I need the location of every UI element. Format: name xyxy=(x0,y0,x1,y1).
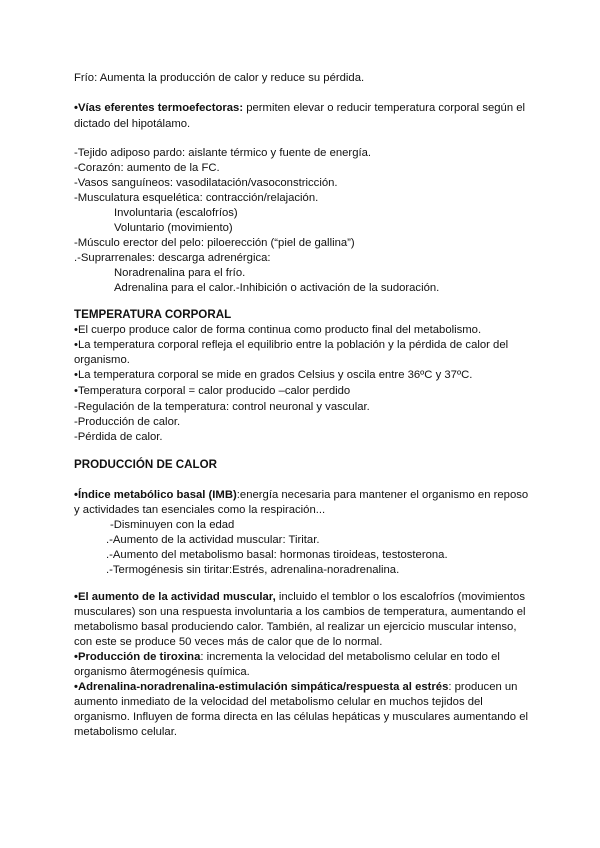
vias-eferentes-text: permiten elevar o reducir temperatura corporal según el xyxy=(243,102,526,114)
imb-item: .-Termogénesis sin tiritar:Estrés, adrenalina-noradrenalina. xyxy=(106,564,400,576)
efector-subitem: Adrenalina para el calor.-Inhibición o activación de la sudoración. xyxy=(114,282,440,294)
temperatura-line: organismo. xyxy=(74,354,130,366)
efector-item: -Vasos sanguíneos: vasodilatación/vasoconstricción. xyxy=(74,177,338,189)
imb-title: •Índice metabólico basal (IMB) xyxy=(74,489,237,501)
temperatura-line: •La temperatura corporal se mide en grados Celsius y oscila entre 36ºC y 37ºC. xyxy=(74,369,473,381)
temperatura-line: •La temperatura corporal refleja el equilibrio entre la población y la pérdida de calor del xyxy=(74,339,509,351)
imb-line-1 xyxy=(74,488,528,502)
vias-eferentes-title: •Vías eferentes termoefectoras: xyxy=(74,102,244,114)
efector-item: -Musculatura esquelética: contracción/relajación. xyxy=(74,192,319,204)
efector-subitem: Involuntaria (escalofríos) xyxy=(114,207,238,219)
adrenalina-title: •Adrenalina-noradrenalina-estimulación simpática/respuesta al estrés xyxy=(74,681,449,693)
adrenalina-line: aumento inmediato de la velocidad del metabolismo celular en muchos tejidos del xyxy=(74,696,483,708)
imb-text: :energía necesaria para mantener el organismo en reposo xyxy=(236,489,529,501)
temperatura-line: -Pérdida de calor. xyxy=(74,431,163,443)
temperatura-heading: TEMPERATURA CORPORAL xyxy=(74,308,232,321)
imb-item: .-Aumento del metabolismo basal: hormonas tiroideas, testosterona. xyxy=(106,549,448,561)
adrenalina-line: metabolismo celular. xyxy=(74,726,177,738)
efector-item: .-Suprarrenales: descarga adrenérgica: xyxy=(74,252,271,264)
adrenalina-line-1 xyxy=(74,680,517,694)
efector-subitem: Voluntario (movimiento) xyxy=(114,222,233,234)
muscular-line: musculares) son una respuesta involuntaria a los cambios de temperatura, aumentando el xyxy=(74,606,526,618)
tiroxina-title: •Producción de tiroxina xyxy=(74,651,201,663)
temperatura-line: -Regulación de la temperatura: control neuronal y vascular. xyxy=(74,401,370,413)
adrenalina-line: organismo. Influyen de forma directa en las células hepáticas y musculares aumentando el xyxy=(74,711,529,723)
vias-eferentes-line-2: dictado del hipotálamo. xyxy=(74,118,191,130)
imb-item: .-Aumento de la actividad muscular: Tiritar. xyxy=(106,534,320,546)
tiroxina-line-2: organismo âtermogénesis química. xyxy=(74,666,250,678)
imb-item: -Disminuyen con la edad xyxy=(110,519,235,531)
efector-item: -Músculo erector del pelo: piloerección (“piel de gallina”) xyxy=(74,237,355,249)
efector-subitem: Noradrenalina para el frío. xyxy=(114,267,246,279)
imb-line-2: y actividades tan esenciales como la respiración... xyxy=(74,504,326,516)
muscular-text: incluido el temblor o los escalofríos (movimientos xyxy=(275,591,525,603)
efector-item: -Corazón: aumento de la FC. xyxy=(74,162,220,174)
muscular-line: metabolismo basal produciendo calor. También, al realizar un ejercicio muscular intenso, xyxy=(74,621,517,633)
temperatura-line: •El cuerpo produce calor de forma continua como producto final del metabolismo. xyxy=(74,324,482,336)
temperatura-line: •Temperatura corporal = calor producido –calor perdido xyxy=(74,385,351,397)
vias-eferentes-line-1 xyxy=(74,101,525,115)
adrenalina-text: : producen un xyxy=(448,681,518,693)
efector-item: -Tejido adiposo pardo: aislante térmico y fuente de energía. xyxy=(74,147,372,159)
frio-line: Frío: Aumenta la producción de calor y reduce su pérdida. xyxy=(74,72,365,84)
muscular-line: con este se produce 50 veces más de calor que de lo normal. xyxy=(74,636,383,648)
muscular-line-1 xyxy=(74,590,525,604)
muscular-title: •El aumento de la actividad muscular, xyxy=(74,591,276,603)
tiroxina-text: : incrementa la velocidad del metabolismo celular en todo el xyxy=(200,651,500,663)
temperatura-line: -Producción de calor. xyxy=(74,416,181,428)
tiroxina-line-1 xyxy=(74,650,500,664)
produccion-heading: PRODUCCIÓN DE CALOR xyxy=(74,458,217,471)
